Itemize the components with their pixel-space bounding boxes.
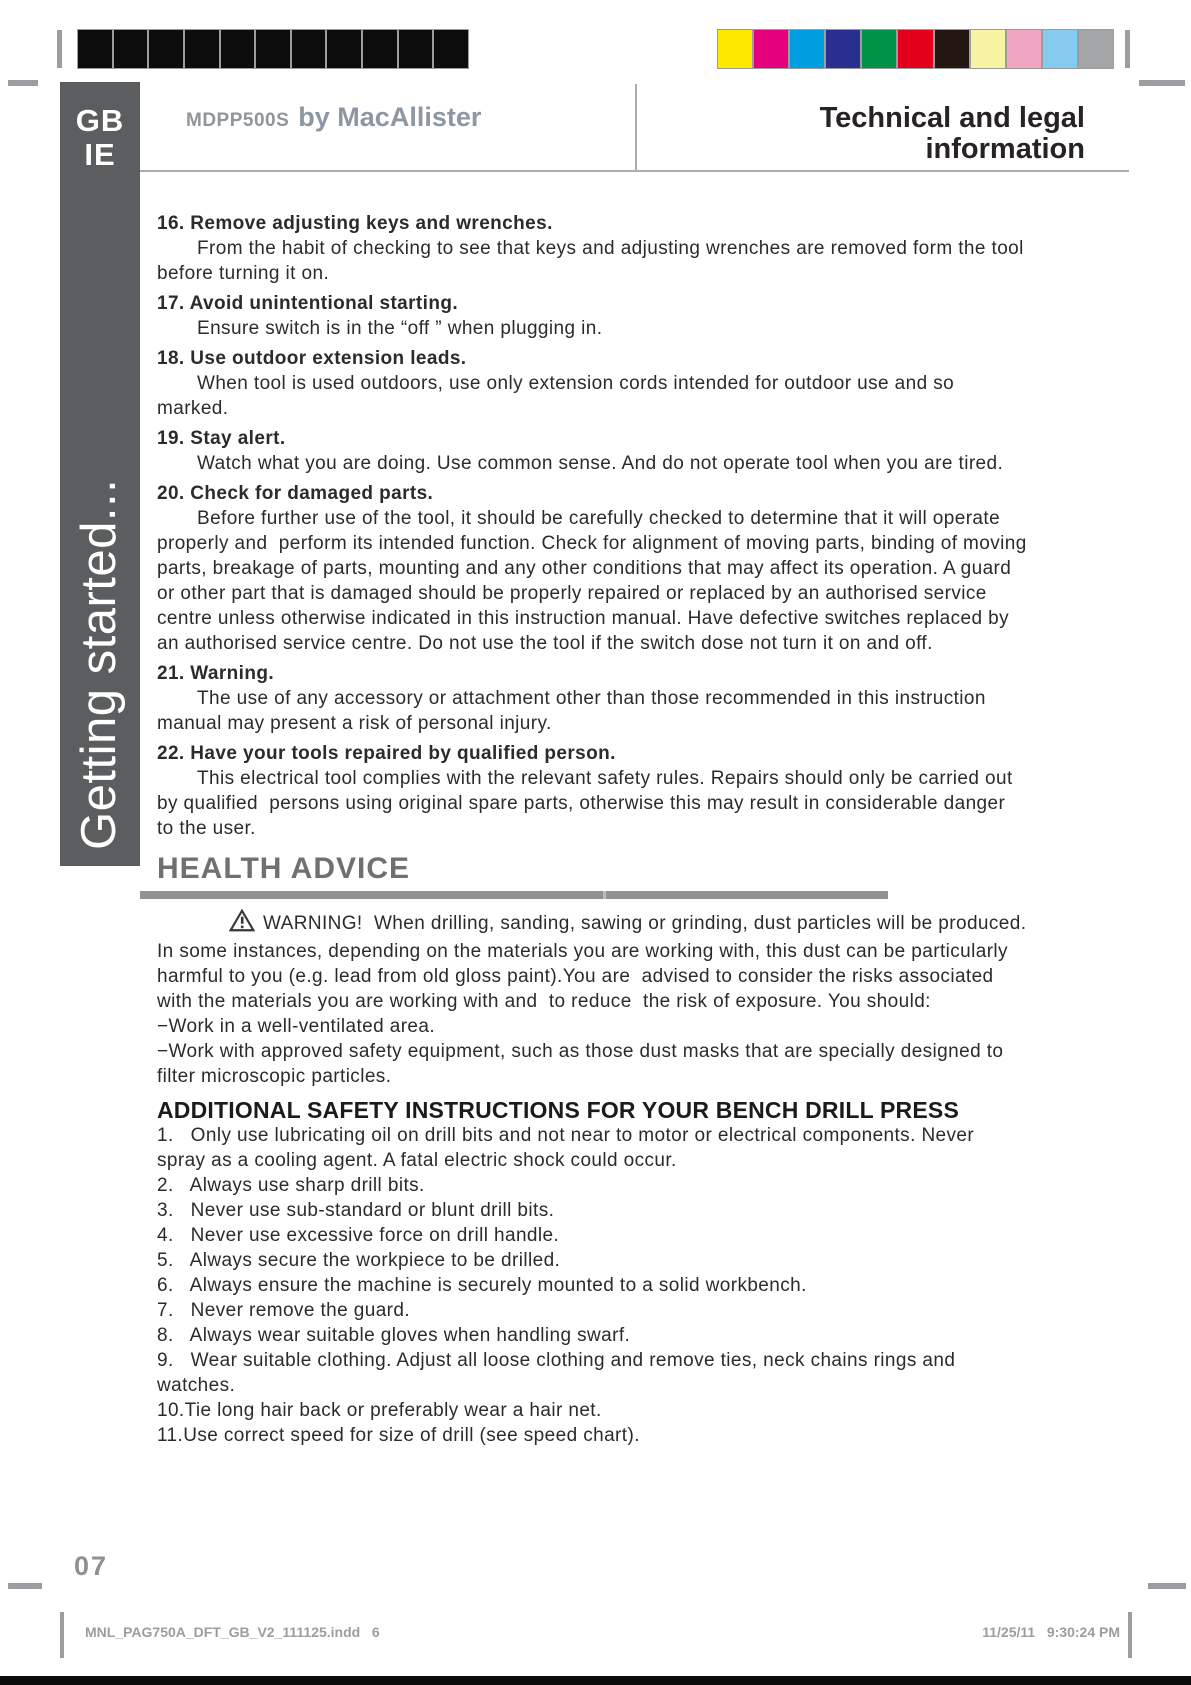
additional-item: 11.Use correct speed for size of drill (see speed chart). — [157, 1425, 640, 1446]
warning-text: WARNING! When drilling, sanding, sawing or grinding, dust particles will be produced. In some instances, depending on the materials you are working with, this dust can be particularly harmful to you (e.g. lead from old gloss paint).You are advised to consider the risks associated with the materials you are working with and to reduce the risk of exposure. You should: — [157, 913, 1033, 1012]
registration-tick-left — [57, 30, 62, 68]
region-label — [60, 82, 140, 172]
sidebar — [60, 82, 140, 866]
crop-mark-bottom-left — [8, 1583, 42, 1589]
additional-item: 2. Always use sharp drill bits. — [157, 1175, 425, 1196]
footer-bracket-right — [1128, 1612, 1132, 1658]
safety-item-body: Before further use of the tool, it should be carefully checked to determine that it will operate properly and perform its intended function. Check for alignment of moving parts, binding of moving parts, breakage of parts, mounting and any other conditions that may affect its operation. A guard or other part that is damaged should be properly repaired or replaced by an authorised service centre unless otherwise indicated in this instruction manual. Have defective switches replaced by an authorised service centre. Do not use the tool if the switch dose not turn it on and off. — [157, 508, 1033, 654]
registration-cell-color — [790, 30, 824, 68]
region-label-gb: GB — [75, 103, 125, 138]
additional-item: 6. Always ensure the machine is securely mounted to a solid workbench. — [157, 1275, 807, 1296]
registration-cell-black — [185, 30, 219, 68]
additional-item: 9. Wear suitable clothing. Adjust all loose clothing and remove ties, neck chains rings and watches. — [157, 1350, 962, 1396]
additional-item: 1. Only use lubricating oil on drill bits and not near to motor or electrical components. Never spray as a cooling agent. A fatal electric shock could occur. — [157, 1125, 980, 1171]
sidebar-vertical-title: Getting started... — [72, 478, 126, 850]
additional-item: 3. Never use sub-standard or blunt drill bits. — [157, 1200, 555, 1221]
registration-cell-black — [221, 30, 255, 68]
registration-bar-black — [77, 29, 469, 69]
warning-triangle-icon — [193, 909, 255, 939]
registration-cell-black — [114, 30, 148, 68]
additional-item: 8. Always wear suitable gloves when handling swarf. — [157, 1325, 631, 1346]
health-bullet: −Work with approved safety equipment, such as those dust masks that are specially designed to filter microscopic particles. — [157, 1041, 1010, 1087]
crop-mark-bottom-right — [1148, 1583, 1186, 1589]
registration-cell-black — [434, 30, 468, 68]
safety-item-heading: 16. Remove adjusting keys and wrenches. — [157, 213, 553, 234]
page-number: 07 — [74, 1551, 109, 1581]
registration-cell-color — [754, 30, 788, 68]
safety-item-heading: 22. Have your tools repaired by qualified person. — [157, 743, 616, 764]
safety-item-body: The use of any accessory or attachment other than those recommended in this instruction manual may present a risk of personal injury. — [157, 688, 992, 734]
registration-bar-color — [717, 29, 1114, 69]
model-number: MDPP500S — [186, 110, 290, 131]
registration-cell-color — [826, 30, 860, 68]
crop-mark-top-right — [1139, 80, 1185, 86]
registration-cell-color — [1007, 30, 1041, 68]
registration-tick-right — [1125, 30, 1130, 68]
safety-item-heading: 19. Stay alert. — [157, 428, 286, 449]
registration-cell-color — [1079, 30, 1113, 68]
health-advice-rule — [140, 891, 888, 899]
header-rule — [140, 170, 1129, 172]
crop-mark-top-left — [8, 80, 38, 86]
safety-item-body: Ensure switch is in the “off ” when plugging in. — [197, 318, 603, 339]
registration-cell-color — [718, 30, 752, 68]
page-title-line2: information — [925, 133, 1085, 165]
safety-item-heading: 21. Warning. — [157, 663, 275, 684]
region-label-ie: IE — [84, 137, 116, 172]
health-advice-heading: HEALTH ADVICE — [157, 852, 410, 885]
brand-line — [186, 102, 481, 133]
page-title-line1: Technical and legal — [819, 102, 1085, 134]
header-vertical-divider — [635, 84, 637, 170]
footer-timestamp: 11/25/11 9:30:24 PM — [982, 1624, 1120, 1640]
safety-item-body: Watch what you are doing. Use common sense. And do not operate tool when you are tired. — [197, 453, 1004, 474]
additional-item: 5. Always secure the workpiece to be drilled. — [157, 1250, 561, 1271]
registration-cell-color — [971, 30, 1005, 68]
page-title — [820, 103, 1085, 165]
registration-cell-black — [149, 30, 183, 68]
registration-cell-black — [327, 30, 361, 68]
registration-cell-color — [935, 30, 969, 68]
safety-item-body: When tool is used outdoors, use only extension cords intended for outdoor use and so marked. — [157, 373, 960, 419]
safety-item-body: From the habit of checking to see that keys and adjusting wrenches are removed form the tool before turning it on. — [157, 238, 1030, 284]
warning-paragraph — [157, 909, 1033, 1014]
additional-item: 10.Tie long hair back or preferably wear a hair net. — [157, 1400, 602, 1421]
additional-safety-heading: ADDITIONAL SAFETY INSTRUCTIONS FOR YOUR BENCH DRILL PRESS — [157, 1097, 959, 1123]
registration-cell-black — [256, 30, 290, 68]
safety-item-heading: 20. Check for damaged parts. — [157, 483, 434, 504]
registration-cell-black — [399, 30, 433, 68]
footer-bracket-left — [60, 1612, 64, 1658]
registration-cell-color — [862, 30, 896, 68]
registration-cell-black — [292, 30, 326, 68]
brand-name: by MacAllister — [298, 102, 482, 132]
safety-item-heading: 17. Avoid unintentional starting. — [157, 293, 459, 314]
health-bullet: −Work in a well-ventilated area. — [157, 1016, 436, 1037]
safety-item-body: This electrical tool complies with the relevant safety rules. Repairs should only be carried out by qualified persons using original spare parts, otherwise this may result in considerable danger to the user. — [157, 768, 1019, 839]
registration-cell-black — [363, 30, 397, 68]
registration-cell-black — [78, 30, 112, 68]
footer-filename: MNL_PAG750A_DFT_GB_V2_111125.indd 6 — [85, 1624, 380, 1640]
bottom-black-bar — [0, 1676, 1191, 1685]
additional-item: 4. Never use excessive force on drill handle. — [157, 1225, 560, 1246]
additional-item: 7. Never remove the guard. — [157, 1300, 411, 1321]
registration-cell-color — [898, 30, 932, 68]
main-content — [157, 206, 1033, 1448]
registration-cell-color — [1043, 30, 1077, 68]
safety-item-heading: 18. Use outdoor extension leads. — [157, 348, 467, 369]
